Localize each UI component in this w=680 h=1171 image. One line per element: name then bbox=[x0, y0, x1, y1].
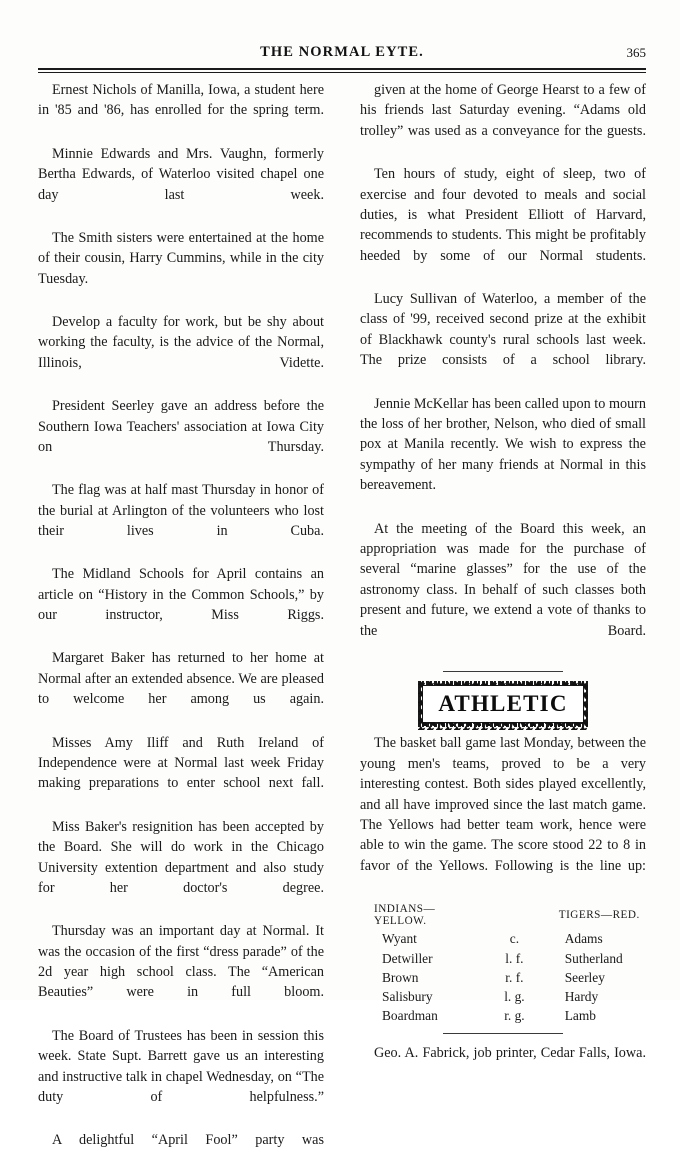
closing-divider-rule bbox=[443, 1033, 563, 1034]
player-red: Adams bbox=[564, 931, 603, 947]
paragraph: Lucy Sullivan of Waterloo, a member of the class of '99, received second prize at the exhibit of Blackhawk county's rural schools last week. The prize consists of a school library. bbox=[360, 291, 646, 369]
paragraph: Misses Amy Iliff and Ruth Ireland of Independence were at Normal last week Friday making preparations to enter school next fall. bbox=[38, 734, 324, 792]
player-yellow: Wyant bbox=[382, 931, 417, 947]
table-row bbox=[360, 1006, 646, 1025]
player-position: r. f. bbox=[505, 969, 524, 985]
table-row bbox=[360, 987, 646, 1006]
player-red: Lamb bbox=[564, 1007, 596, 1023]
player-yellow: Salisbury bbox=[382, 988, 433, 1004]
player-position: l. g. bbox=[504, 988, 525, 1004]
player-yellow: Brown bbox=[382, 969, 419, 985]
page-number: 365 bbox=[626, 45, 646, 60]
columns-container bbox=[38, 80, 646, 1149]
paragraph: Jennie McKellar has been called upon to mourn the loss of her brother, Nelson, who died of small pox at Manila recently. We wish to express the sympathy of her many friends at Normal in this bereavement. bbox=[360, 395, 646, 494]
section-divider-rule bbox=[443, 671, 563, 672]
player-position: r. g. bbox=[504, 1007, 525, 1023]
header-rule bbox=[38, 68, 646, 73]
paragraph: Ten hours of study, eight of sleep, two of exercise and four devoted to meals and social duties, is what President Elliott of Harvard, recommends to students. This might be profitably heeded by some of our Normal students. bbox=[360, 166, 646, 264]
paragraph: President Seerley gave an address before the Southern Iowa Teachers' association at Iowa City on Thursday. bbox=[38, 398, 324, 455]
athletic-banner bbox=[418, 681, 588, 727]
paragraph: Develop a faculty for work, but be shy about working the faculty, is the advice of the Normal, Illinois, Vidette. bbox=[38, 313, 324, 371]
paragraph: Miss Baker's resignition has been accepted by the Board. She will do work in the Chicago University extention department and also study for her doctor's degree. bbox=[38, 818, 324, 896]
player-red: Sutherland bbox=[564, 950, 623, 966]
paragraph: The Smith sisters were entertained at the home of their cousin, Harry Cummins, while in the city Tuesday. bbox=[38, 229, 324, 287]
table-row bbox=[360, 949, 646, 968]
paragraph: A delightful “April Fool” party was bbox=[52, 1132, 324, 1149]
paragraph: The flag was at half mast Thursday in honor of the burial at Arlington of the volunteers who lost their lives in Cuba. bbox=[38, 482, 324, 540]
section-heading: ATHLETIC bbox=[423, 686, 583, 722]
paragraph: Ernest Nichols of Manilla, Iowa, a student here in '85 and '86, has enrolled for the spring term. bbox=[38, 82, 324, 119]
player-position: l. f. bbox=[505, 950, 524, 966]
player-yellow: Boardman bbox=[382, 1007, 438, 1023]
table-row bbox=[360, 968, 646, 987]
lineup-table bbox=[360, 902, 646, 1025]
column-header-yellow: INDIANS—YELLOW. bbox=[374, 902, 436, 927]
column-header-position bbox=[480, 902, 549, 930]
paragraph: The basket ball game last Monday, between the young men's teams, proved to be a very interesting contest. Both sides played excellently, and all have improved since the last match game. The Yellows had better team work, hence were able to win the game. The score stood 22 to 8 in favor of the Yellows. Following is the line up: bbox=[360, 735, 646, 874]
table-row bbox=[360, 930, 646, 949]
paragraph: At the meeting of the Board this week, an appropriation was made for the purchase of several “marine glasses” for the use of the astronomy class. In behalf of such classes both present and future, we extend a vote of thanks to the Board. bbox=[360, 520, 646, 639]
paragraph: Minnie Edwards and Mrs. Vaughn, formerly Bertha Edwards, of Waterloo visited chapel one day last week. bbox=[38, 145, 324, 203]
paragraph: Thursday was an important day at Normal. It was the occasion of the first “dress parade” of the 2d year high school class. The “American Beauties” were in full bloom. bbox=[38, 923, 324, 1001]
player-red: Hardy bbox=[564, 988, 599, 1004]
paragraph: Margaret Baker has returned to her home at Normal after an extended absence. We are pleased to welcome her among us again. bbox=[38, 650, 324, 708]
player-position: c. bbox=[509, 931, 520, 947]
paragraph: given at the home of George Hearst to a few of his friends last Saturday evening. “Adams old trolley” was used as a conveyance for the guests. bbox=[360, 82, 646, 139]
left-column bbox=[38, 80, 324, 1171]
player-red: Seerley bbox=[564, 969, 605, 985]
table-header-row bbox=[360, 902, 646, 930]
page-title: THE NORMAL EYTE. bbox=[260, 44, 424, 60]
running-head bbox=[38, 44, 646, 64]
paragraph: The Midland Schools for April contains an article on “History in the Common Schools,” by our instructor, Miss Riggs. bbox=[38, 566, 324, 624]
colophon: Geo. A. Fabrick, job printer, Cedar Falls, Iowa. bbox=[374, 1045, 646, 1062]
player-yellow: Detwiller bbox=[382, 950, 433, 966]
athletic-section bbox=[360, 671, 646, 1084]
column-header-red: TIGERS—RED. bbox=[558, 908, 640, 921]
paragraph: The Board of Trustees has been in session this week. State Supt. Barrett gave us an interesting and instructive talk in chapel Wednesday, on “The duty of helpfulness.” bbox=[38, 1027, 324, 1105]
right-column bbox=[360, 80, 646, 1084]
